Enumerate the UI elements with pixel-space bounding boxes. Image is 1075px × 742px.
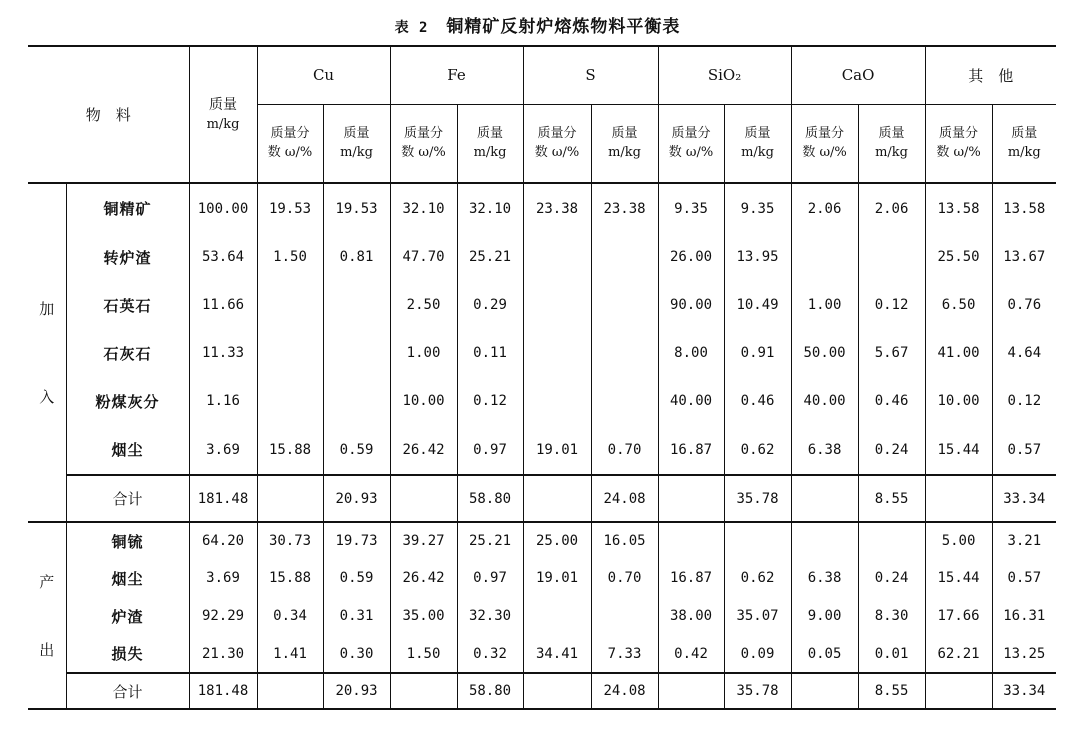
cell-mass-fraction: 40.00	[658, 377, 724, 425]
cell-mass-fraction: 23.38	[523, 183, 591, 233]
cell-mass-fraction: 17.66	[925, 597, 992, 635]
material-mass: 64.20	[189, 522, 257, 559]
material-name: 铜精矿	[66, 183, 189, 233]
cell-mass-fraction: 0.05	[791, 635, 858, 673]
subheader-mass: 质量 m/kg	[457, 104, 523, 183]
cell-mass-fraction: 25.00	[523, 522, 591, 559]
cell-mass-fraction: 19.01	[523, 559, 591, 597]
cell-mass: 0.59	[323, 559, 390, 597]
cell-mass-fraction: 19.53	[257, 183, 323, 233]
table-row	[28, 559, 1056, 597]
table-row	[28, 281, 1056, 329]
table-row	[28, 183, 1056, 233]
total-mass-fraction	[791, 475, 858, 522]
table-caption	[0, 12, 1075, 37]
cell-mass-fraction	[523, 377, 591, 425]
cell-mass-fraction	[257, 281, 323, 329]
cell-mass: 0.70	[591, 559, 658, 597]
cell-mass-fraction	[257, 377, 323, 425]
material-balance-table	[28, 45, 1056, 710]
cell-mass: 0.70	[591, 425, 658, 475]
table-row	[28, 522, 1056, 559]
cell-mass-fraction: 1.50	[257, 233, 323, 281]
cell-mass: 8.30	[858, 597, 925, 635]
cell-mass-fraction	[791, 233, 858, 281]
cell-mass: 13.67	[992, 233, 1056, 281]
material-mass: 1.16	[189, 377, 257, 425]
cell-mass	[591, 377, 658, 425]
cell-mass: 7.33	[591, 635, 658, 673]
subheader-mass-fraction: 质量分 数 ω/%	[925, 104, 992, 183]
cell-mass-fraction: 2.50	[390, 281, 457, 329]
total-mass-value: 35.78	[724, 673, 791, 709]
cell-mass-fraction: 39.27	[390, 522, 457, 559]
table-title: 铜精矿反射炉熔炼物料平衡表	[446, 17, 681, 37]
total-mass-fraction	[390, 475, 457, 522]
cell-mass: 0.31	[323, 597, 390, 635]
section-label-output: 产 出	[28, 522, 66, 709]
table-number: 表 2	[394, 20, 429, 36]
table-row	[28, 329, 1056, 377]
cell-mass-fraction: 15.44	[925, 425, 992, 475]
cell-mass-fraction	[791, 522, 858, 559]
cell-mass-fraction: 40.00	[791, 377, 858, 425]
cell-mass-fraction: 8.00	[658, 329, 724, 377]
cell-mass: 0.81	[323, 233, 390, 281]
cell-mass	[323, 329, 390, 377]
total-mass-value: 35.78	[724, 475, 791, 522]
total-label: 合计	[66, 673, 189, 709]
cell-mass: 32.30	[457, 597, 523, 635]
cell-mass-fraction: 6.38	[791, 559, 858, 597]
cell-mass: 35.07	[724, 597, 791, 635]
material-mass: 3.69	[189, 559, 257, 597]
material-mass: 53.64	[189, 233, 257, 281]
cell-mass-fraction: 9.35	[658, 183, 724, 233]
cell-mass-fraction: 34.41	[523, 635, 591, 673]
cell-mass-fraction: 9.00	[791, 597, 858, 635]
cell-mass-fraction: 6.50	[925, 281, 992, 329]
total-label: 合计	[66, 475, 189, 522]
subheader-mass-fraction: 质量分 数 ω/%	[791, 104, 858, 183]
cell-mass: 0.76	[992, 281, 1056, 329]
cell-mass: 3.21	[992, 522, 1056, 559]
cell-mass: 0.32	[457, 635, 523, 673]
subheader-mass-fraction: 质量分 数 ω/%	[523, 104, 591, 183]
cell-mass: 0.57	[992, 425, 1056, 475]
cell-mass	[591, 233, 658, 281]
cell-mass-fraction	[658, 522, 724, 559]
header-material: 物 料	[28, 46, 189, 183]
table-row	[28, 425, 1056, 475]
cell-mass: 23.38	[591, 183, 658, 233]
cell-mass: 13.95	[724, 233, 791, 281]
cell-mass-fraction: 1.50	[390, 635, 457, 673]
cell-mass-fraction: 16.87	[658, 425, 724, 475]
cell-mass-fraction: 30.73	[257, 522, 323, 559]
total-mass-fraction	[791, 673, 858, 709]
material-mass: 21.30	[189, 635, 257, 673]
material-name: 损失	[66, 635, 189, 673]
cell-mass: 0.12	[992, 377, 1056, 425]
cell-mass-fraction: 25.50	[925, 233, 992, 281]
cell-mass-fraction: 62.21	[925, 635, 992, 673]
material-mass: 11.33	[189, 329, 257, 377]
header-group-cao: CaO	[791, 46, 925, 104]
cell-mass: 16.31	[992, 597, 1056, 635]
material-name: 石英石	[66, 281, 189, 329]
total-mass-fraction	[925, 475, 992, 522]
material-name: 石灰石	[66, 329, 189, 377]
cell-mass: 0.30	[323, 635, 390, 673]
cell-mass: 5.67	[858, 329, 925, 377]
cell-mass-fraction	[523, 233, 591, 281]
material-mass: 100.00	[189, 183, 257, 233]
cell-mass-fraction: 15.44	[925, 559, 992, 597]
total-mass-value: 20.93	[323, 475, 390, 522]
material-name: 烟尘	[66, 425, 189, 475]
cell-mass-fraction: 26.00	[658, 233, 724, 281]
header-group-other: 其 他	[925, 46, 1056, 104]
cell-mass-fraction: 1.41	[257, 635, 323, 673]
cell-mass: 0.24	[858, 425, 925, 475]
cell-mass-fraction: 32.10	[390, 183, 457, 233]
subheader-mass: 质量 m/kg	[323, 104, 390, 183]
material-name: 转炉渣	[66, 233, 189, 281]
cell-mass-fraction: 35.00	[390, 597, 457, 635]
cell-mass	[323, 377, 390, 425]
cell-mass-fraction: 15.88	[257, 559, 323, 597]
cell-mass: 0.46	[724, 377, 791, 425]
cell-mass: 0.11	[457, 329, 523, 377]
cell-mass	[591, 329, 658, 377]
cell-mass: 0.24	[858, 559, 925, 597]
material-mass: 11.66	[189, 281, 257, 329]
material-name: 粉煤灰分	[66, 377, 189, 425]
cell-mass-fraction: 10.00	[925, 377, 992, 425]
cell-mass	[323, 281, 390, 329]
cell-mass: 0.97	[457, 559, 523, 597]
cell-mass: 13.25	[992, 635, 1056, 673]
cell-mass: 0.57	[992, 559, 1056, 597]
subheader-mass: 质量 m/kg	[591, 104, 658, 183]
material-name: 烟尘	[66, 559, 189, 597]
cell-mass-fraction: 15.88	[257, 425, 323, 475]
cell-mass	[858, 522, 925, 559]
cell-mass: 25.21	[457, 522, 523, 559]
cell-mass-fraction: 0.34	[257, 597, 323, 635]
table-row	[28, 233, 1056, 281]
total-mass: 181.48	[189, 475, 257, 522]
cell-mass	[591, 597, 658, 635]
cell-mass: 0.12	[457, 377, 523, 425]
cell-mass-fraction: 26.42	[390, 425, 457, 475]
header-group-fe: Fe	[390, 46, 523, 104]
cell-mass-fraction: 6.38	[791, 425, 858, 475]
header-group-s: S	[523, 46, 658, 104]
header-group-sio2: SiO₂	[658, 46, 791, 104]
total-mass-value: 33.34	[992, 673, 1056, 709]
total-mass-value: 58.80	[457, 475, 523, 522]
total-mass-value: 8.55	[858, 475, 925, 522]
cell-mass-fraction	[523, 329, 591, 377]
material-mass: 3.69	[189, 425, 257, 475]
total-mass-value: 24.08	[591, 475, 658, 522]
subheader-mass: 质量 m/kg	[992, 104, 1056, 183]
total-mass: 181.48	[189, 673, 257, 709]
cell-mass-fraction: 10.00	[390, 377, 457, 425]
subheader-mass-fraction: 质量分 数 ω/%	[257, 104, 323, 183]
total-mass-fraction	[523, 673, 591, 709]
cell-mass-fraction: 90.00	[658, 281, 724, 329]
subheader-mass: 质量 m/kg	[724, 104, 791, 183]
total-mass-value: 24.08	[591, 673, 658, 709]
cell-mass: 32.10	[457, 183, 523, 233]
cell-mass: 13.58	[992, 183, 1056, 233]
total-mass-fraction	[925, 673, 992, 709]
cell-mass: 16.05	[591, 522, 658, 559]
cell-mass-fraction: 16.87	[658, 559, 724, 597]
total-row	[28, 673, 1056, 709]
cell-mass-fraction: 1.00	[390, 329, 457, 377]
total-mass-fraction	[257, 673, 323, 709]
cell-mass: 10.49	[724, 281, 791, 329]
cell-mass-fraction: 13.58	[925, 183, 992, 233]
header-group-cu: Cu	[257, 46, 390, 104]
cell-mass: 0.09	[724, 635, 791, 673]
cell-mass-fraction: 38.00	[658, 597, 724, 635]
table-row	[28, 377, 1056, 425]
material-name: 炉渣	[66, 597, 189, 635]
cell-mass	[724, 522, 791, 559]
cell-mass-fraction: 0.42	[658, 635, 724, 673]
cell-mass: 0.62	[724, 559, 791, 597]
total-mass-fraction	[257, 475, 323, 522]
total-mass-value: 33.34	[992, 475, 1056, 522]
cell-mass-fraction: 41.00	[925, 329, 992, 377]
cell-mass-fraction: 19.01	[523, 425, 591, 475]
cell-mass-fraction	[257, 329, 323, 377]
cell-mass: 19.73	[323, 522, 390, 559]
total-mass-fraction	[390, 673, 457, 709]
total-row	[28, 475, 1056, 522]
cell-mass	[591, 281, 658, 329]
cell-mass: 9.35	[724, 183, 791, 233]
cell-mass: 2.06	[858, 183, 925, 233]
cell-mass: 19.53	[323, 183, 390, 233]
material-mass: 92.29	[189, 597, 257, 635]
cell-mass-fraction	[523, 281, 591, 329]
cell-mass: 25.21	[457, 233, 523, 281]
cell-mass-fraction: 47.70	[390, 233, 457, 281]
cell-mass: 0.91	[724, 329, 791, 377]
cell-mass: 0.59	[323, 425, 390, 475]
cell-mass: 0.62	[724, 425, 791, 475]
cell-mass: 0.97	[457, 425, 523, 475]
cell-mass: 0.01	[858, 635, 925, 673]
total-mass-fraction	[658, 673, 724, 709]
cell-mass: 4.64	[992, 329, 1056, 377]
total-mass-value: 58.80	[457, 673, 523, 709]
table-row	[28, 597, 1056, 635]
material-name: 铜锍	[66, 522, 189, 559]
cell-mass-fraction: 50.00	[791, 329, 858, 377]
section-label-input: 加 入	[39, 299, 55, 406]
total-mass-value: 8.55	[858, 673, 925, 709]
subheader-mass: 质量 m/kg	[858, 104, 925, 183]
total-mass-fraction	[523, 475, 591, 522]
cell-mass-fraction: 5.00	[925, 522, 992, 559]
header-mass: 质量 m/kg	[189, 46, 257, 183]
cell-mass-fraction	[523, 597, 591, 635]
table-row	[28, 635, 1056, 673]
subheader-mass-fraction: 质量分 数 ω/%	[390, 104, 457, 183]
subheader-mass-fraction: 质量分 数 ω/%	[658, 104, 724, 183]
cell-mass: 0.46	[858, 377, 925, 425]
cell-mass: 0.29	[457, 281, 523, 329]
cell-mass	[858, 233, 925, 281]
cell-mass-fraction: 1.00	[791, 281, 858, 329]
cell-mass-fraction: 2.06	[791, 183, 858, 233]
cell-mass-fraction: 26.42	[390, 559, 457, 597]
cell-mass: 0.12	[858, 281, 925, 329]
total-mass-value: 20.93	[323, 673, 390, 709]
total-mass-fraction	[658, 475, 724, 522]
